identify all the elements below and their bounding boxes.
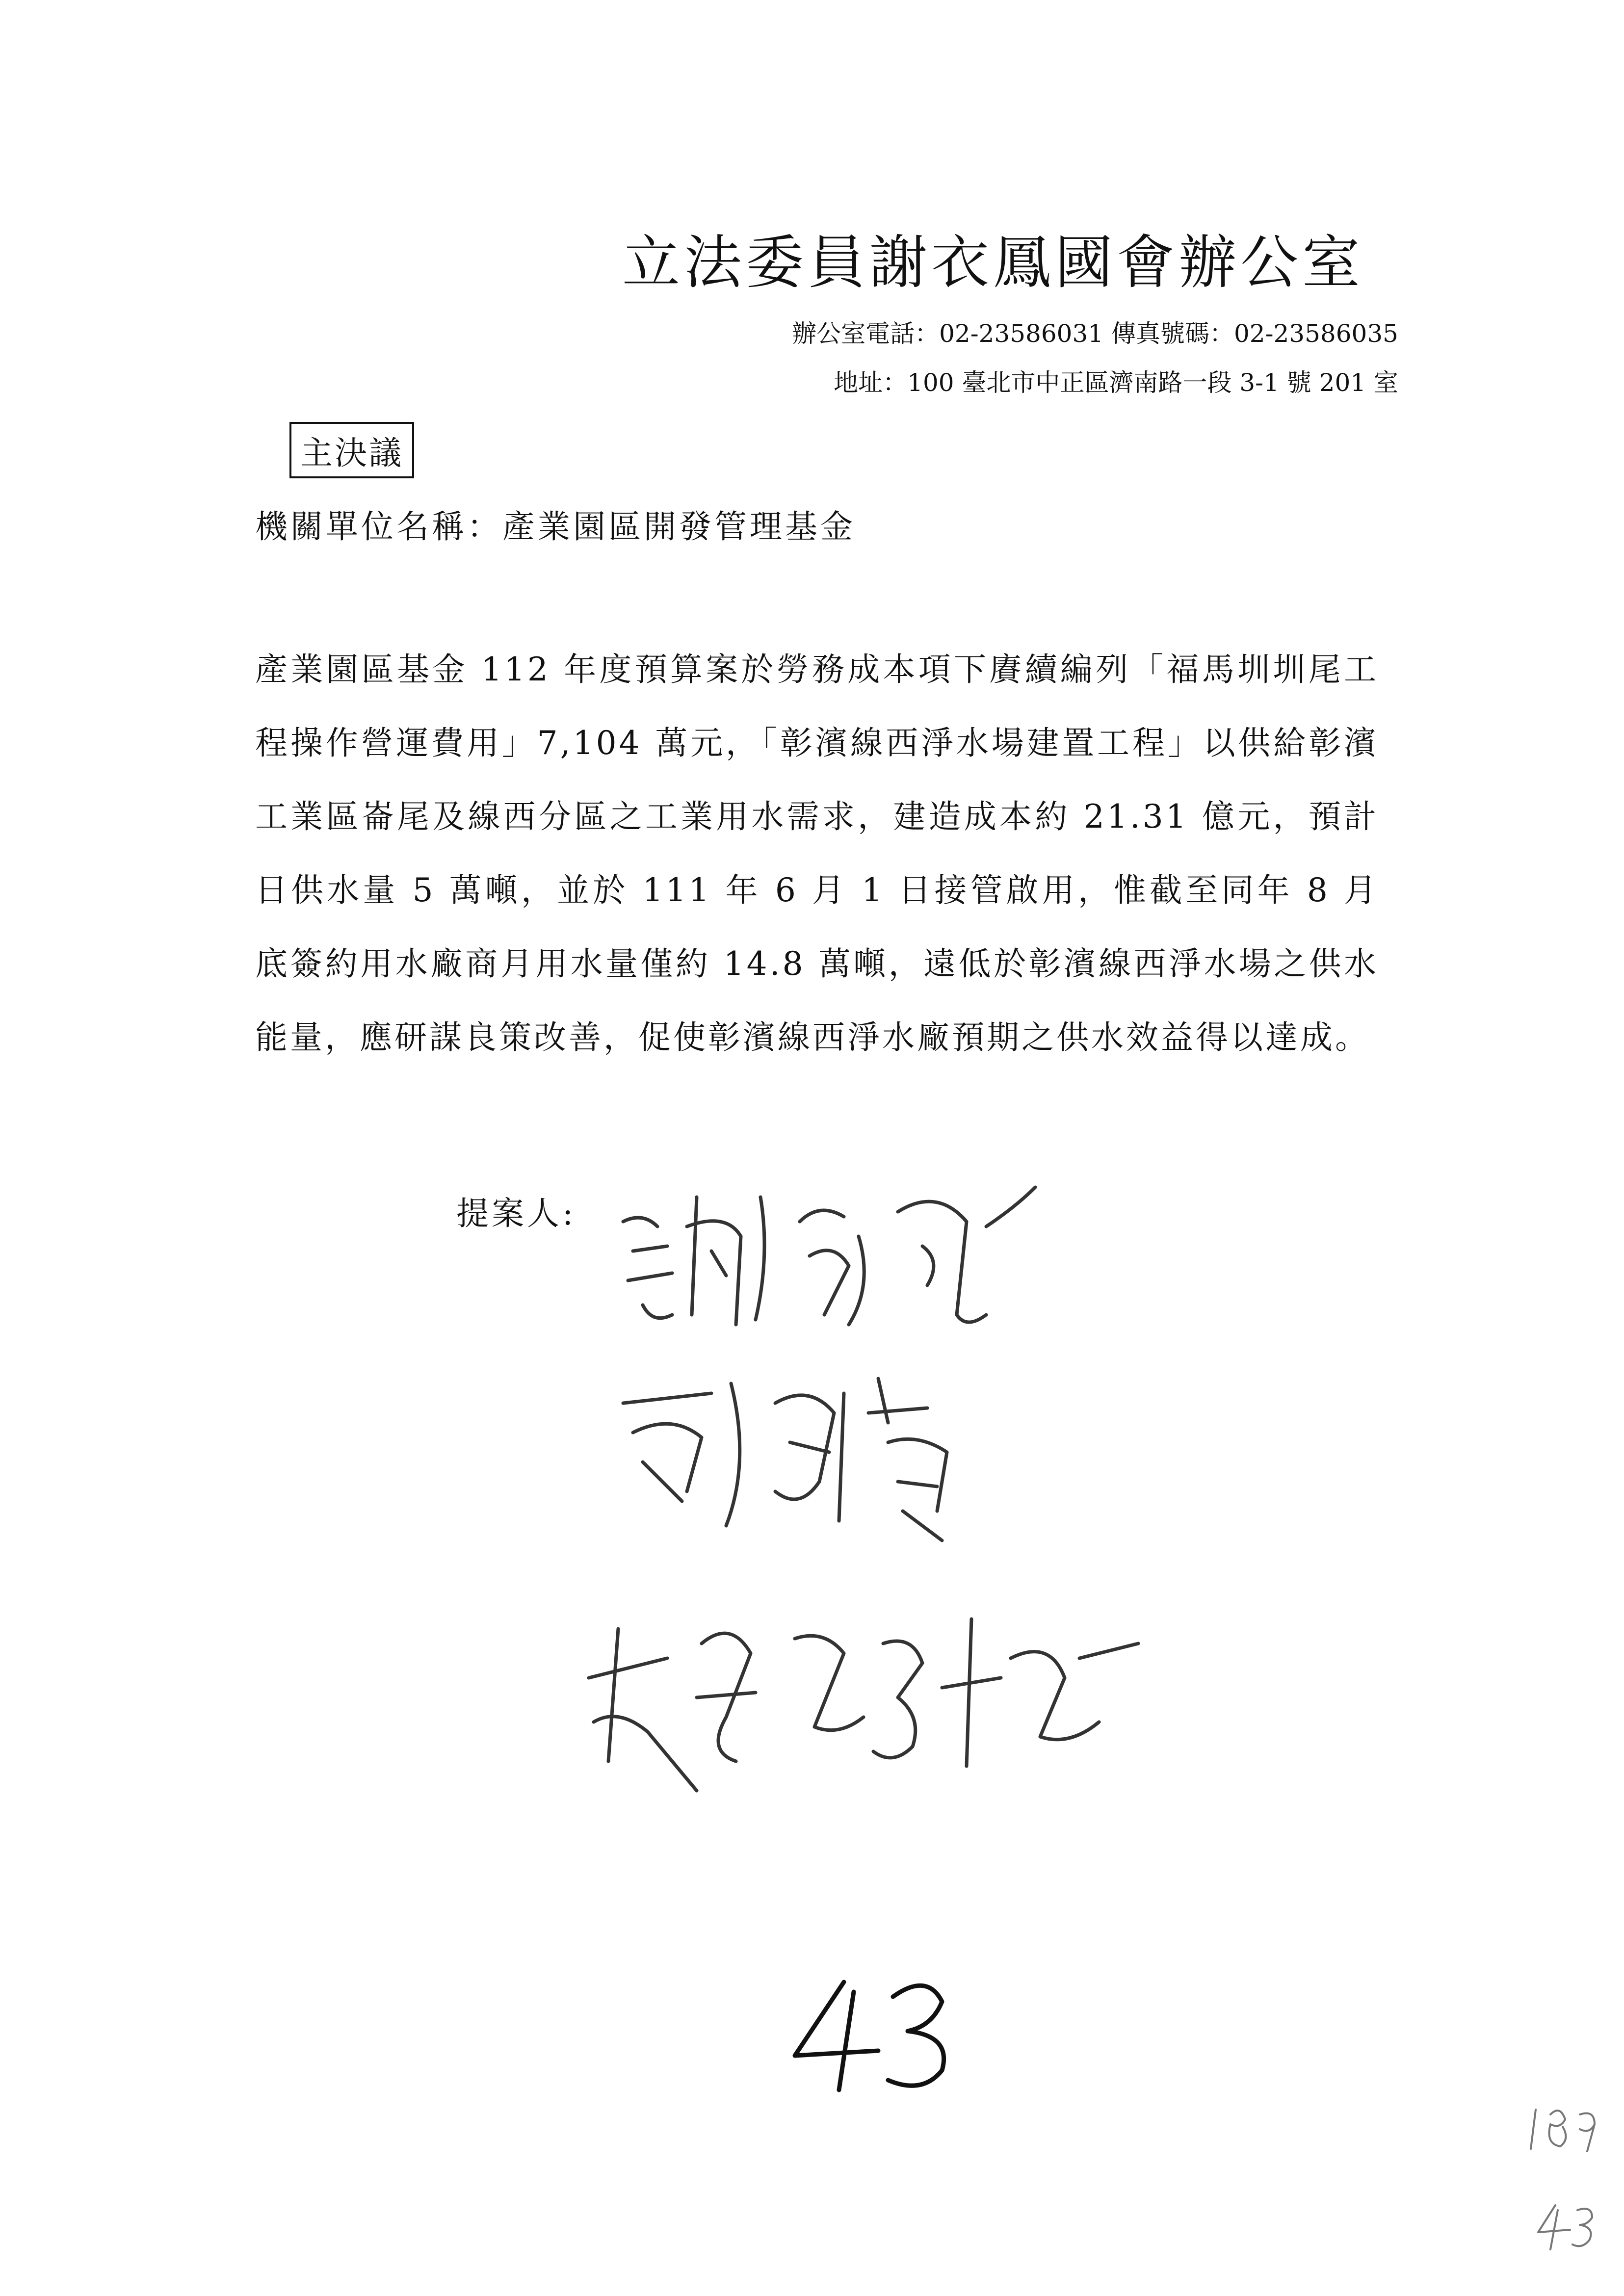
address-line: 地址：100 臺北市中正區濟南路一段 3-1 號 201 室 (834, 368, 1398, 397)
margin-note-1 (1526, 2100, 1604, 2156)
resolution-body: 產業園區基金 112 年度預算案於勞務成本項下賡續編列「福馬圳圳尾工程操作營運費用」7,104 萬元，「彰濱線西淨水場建置工程」以供給彰濱工業區崙尾及線西分區之工業用水需求，建造成本約 21.31 億元，預計日供水量 5 萬噸，並於 111 年 6 月 1 日接管啟用，惟截至同年 8 月底簽約用水廠商月用水量僅約 14.8 萬噸，遠低於彰濱線西淨水場之供水能量，應研謀良策改善，促使彰濱線西淨水廠預期之供水效益得以達成。 (255, 651, 1379, 1056)
proposer-label: 提案人: (456, 1195, 576, 1232)
agency-name: 機關單位名稱：產業園區開發管理基金 (255, 508, 856, 546)
page-number (785, 1972, 971, 2102)
signature-1 (613, 1168, 1055, 1336)
office-title: 立法委員謝衣鳳國會辦公室 (622, 229, 1364, 296)
signature-2 (613, 1364, 1006, 1572)
resolution-type-badge: 主決議 (289, 422, 414, 478)
phone-fax-line: 辦公室電話：02-23586031 傳真號碼：02-23586035 (792, 319, 1398, 348)
margin-note-2 (1531, 2198, 1599, 2254)
signature-3 (579, 1599, 1158, 1807)
